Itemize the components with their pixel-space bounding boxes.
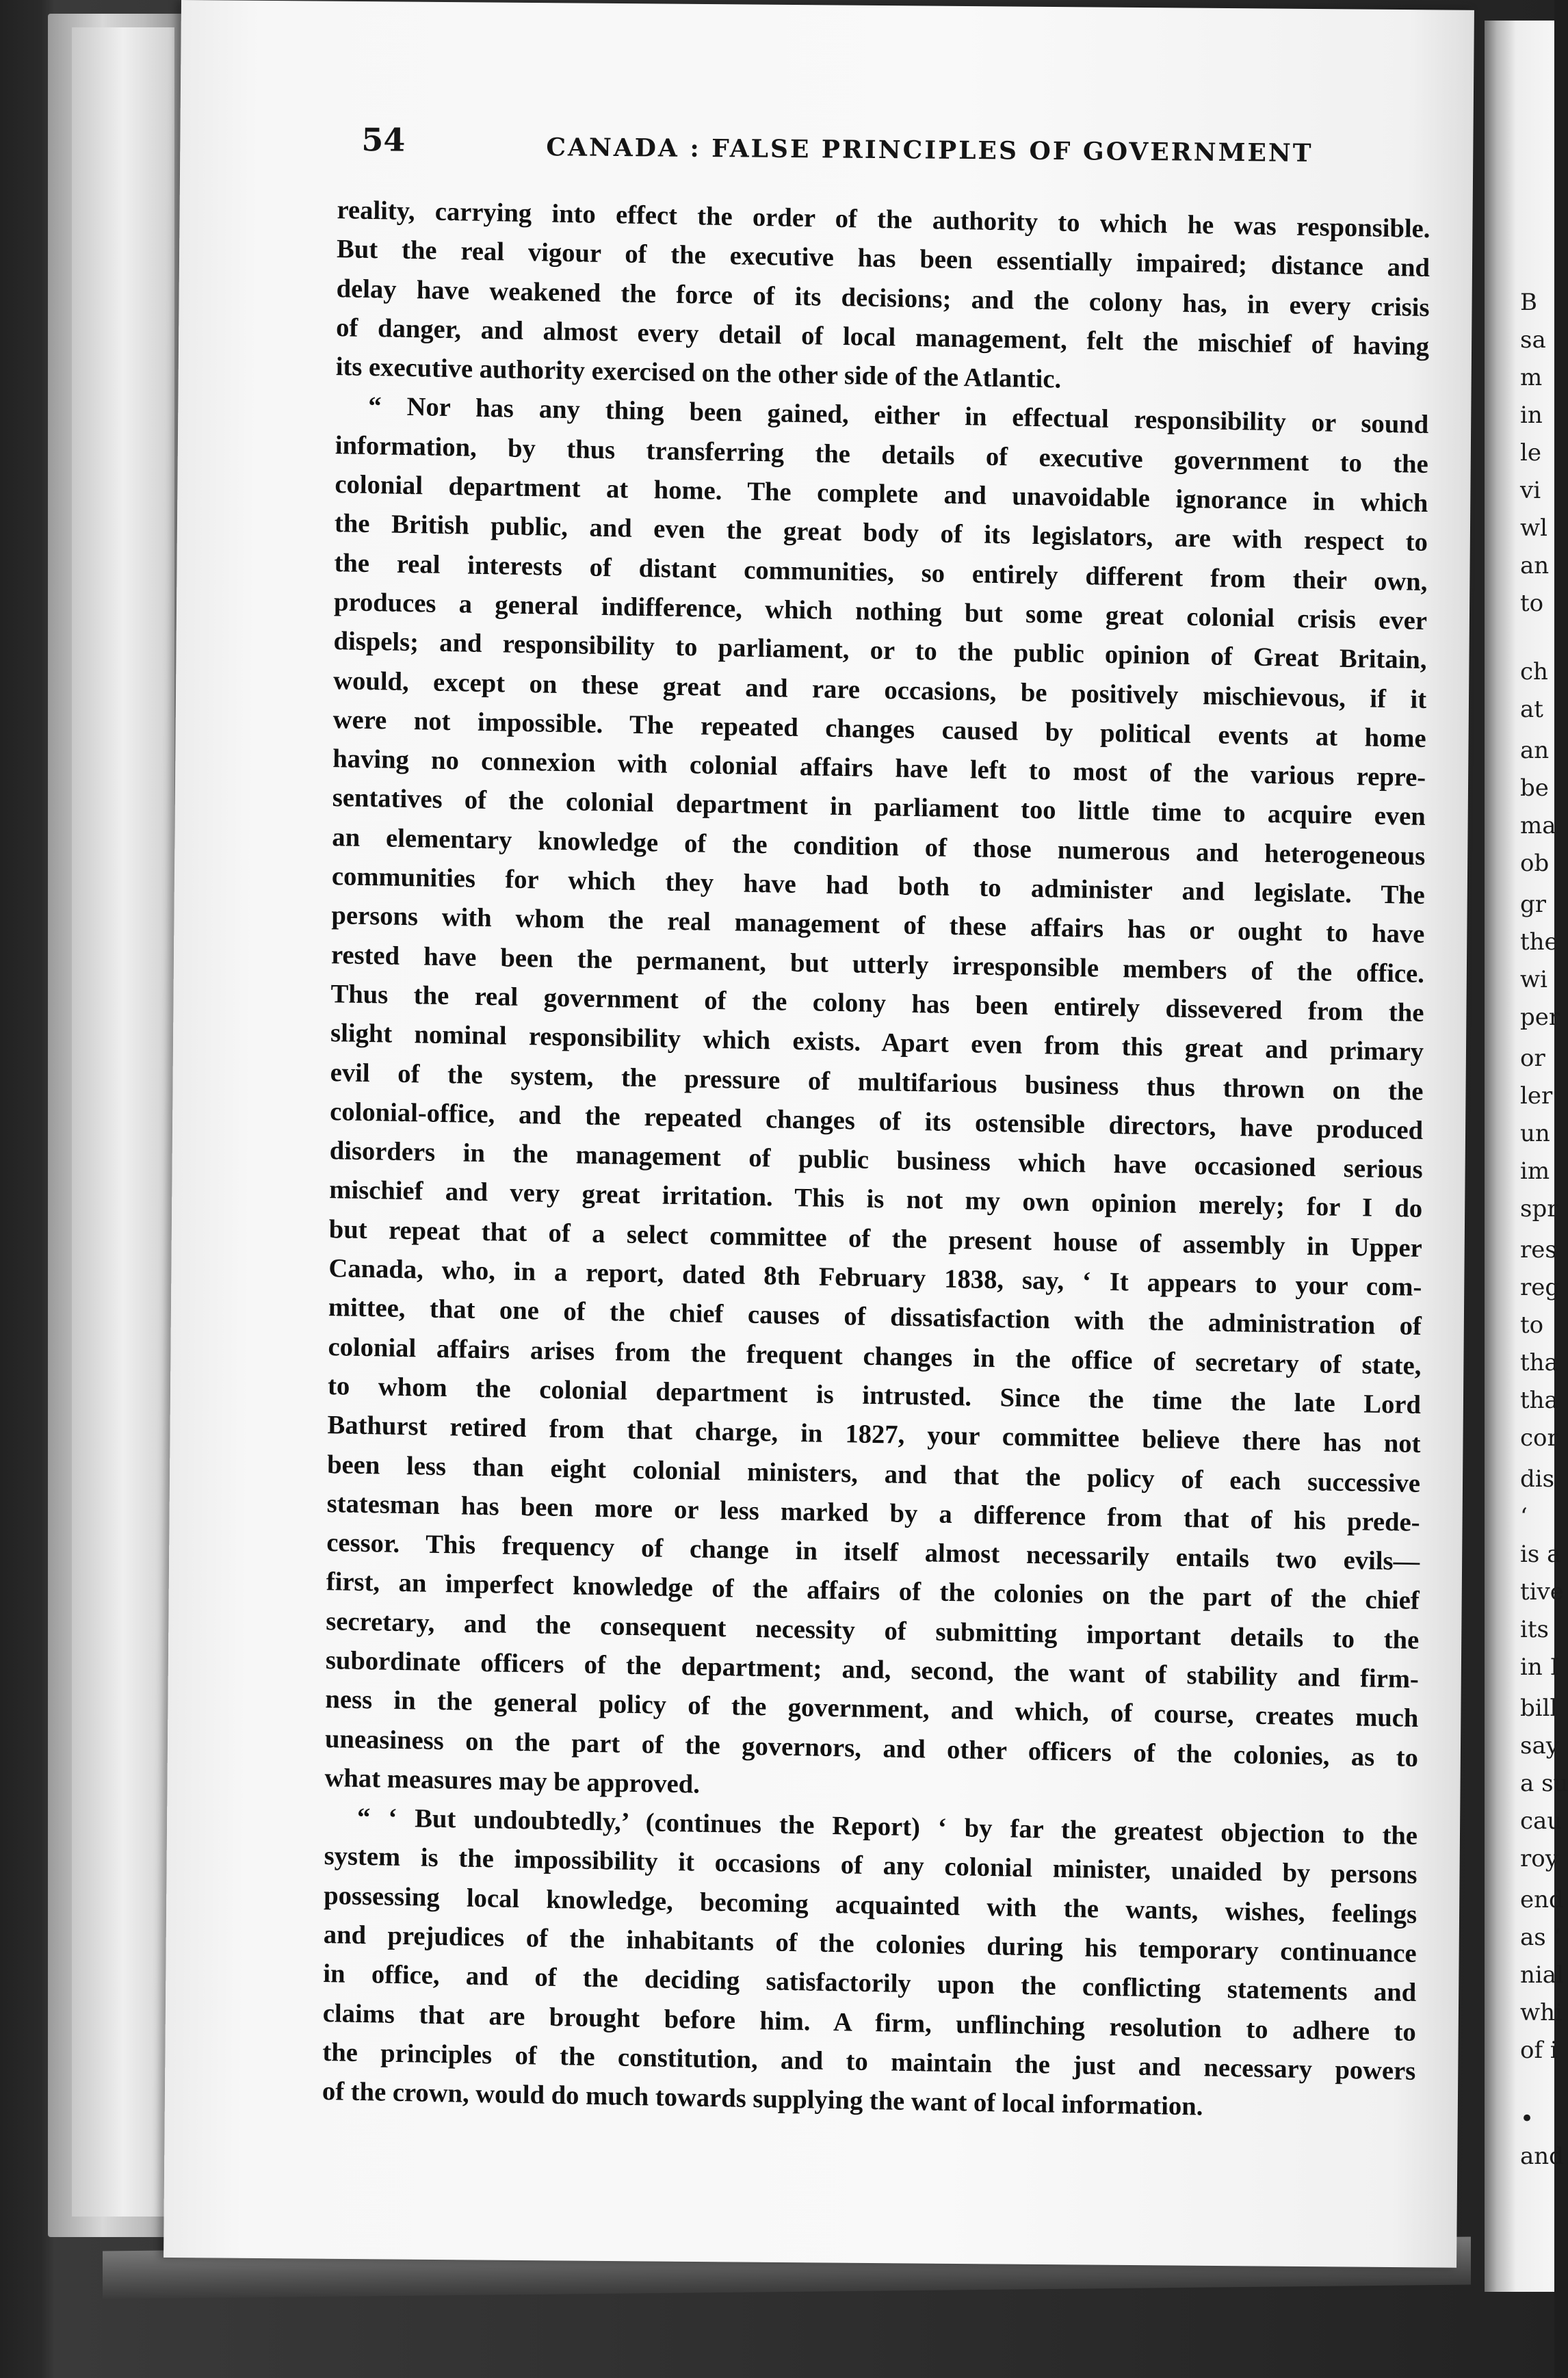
adjacent-page-text: wi xyxy=(1520,966,1547,993)
text-line: to whom the colonial department is intrusted. Since the time the late Lord xyxy=(327,1371,1422,1420)
adjacent-page-text: ‘ xyxy=(1520,1503,1528,1530)
adjacent-page-text: end xyxy=(1520,1886,1564,1913)
adjacent-page-text: • xyxy=(1520,2105,1534,2132)
adjacent-page-text: bill xyxy=(1520,1695,1558,1722)
adjacent-page-fragment xyxy=(1485,21,1568,2292)
adjacent-page-text: roy xyxy=(1520,1845,1558,1872)
adjacent-page-text: an xyxy=(1520,552,1550,579)
text-line: colonial department at home. The complete and unavoidable ignorance in which xyxy=(335,470,1428,519)
adjacent-page-text: gr xyxy=(1520,891,1547,918)
book-page xyxy=(164,0,1474,2268)
adjacent-page-text: the xyxy=(1520,928,1558,956)
adjacent-page-text: is a xyxy=(1520,1541,1561,1568)
text-line: first, an imperfect knowledge of the affairs of the colonies on the part of the chief xyxy=(326,1567,1420,1616)
text-line: reality, carrying into effect the order of the authority to which he was responsible. xyxy=(337,196,1430,244)
text-line: delay have weakened the force of its decisions; and the colony has, in every crisis xyxy=(336,274,1430,322)
text-line: secretary, and the consequent necessity of submitting important details to the xyxy=(326,1606,1420,1655)
body-text xyxy=(322,191,1430,2130)
adjacent-page-text: of i xyxy=(1520,2037,1558,2064)
text-line: Thus the real government of the colony has been entirely dissevered from the xyxy=(330,980,1424,1028)
adjacent-page-text: tha xyxy=(1520,1387,1558,1414)
adjacent-page-text: le xyxy=(1520,439,1541,467)
adjacent-page-text: an xyxy=(1520,737,1550,764)
adjacent-page-text: ch xyxy=(1520,658,1548,685)
text-line: the British public, and even the great body of its legislators, are with respect to xyxy=(334,509,1428,558)
adjacent-page-text: and xyxy=(1520,2143,1564,2170)
text-line: subordinate officers of the department; and, second, the want of stability and firm- xyxy=(325,1646,1419,1694)
adjacent-page-text: spr xyxy=(1520,1195,1558,1223)
adjacent-page-text: wl xyxy=(1520,514,1547,542)
text-line: rested have been the permanent, but utterly irresponsible members of the office. xyxy=(330,940,1425,989)
adjacent-page-text: B xyxy=(1520,289,1537,316)
adjacent-page-text: its xyxy=(1520,1616,1549,1643)
adjacent-page-text: vi xyxy=(1520,477,1541,504)
text-line: having no connexion with colonial affairs have left to most of the various repre- xyxy=(332,744,1426,793)
text-line: slight nominal responsibility which exists. Apart even from this great and primary xyxy=(330,1019,1424,1067)
text-line: and prejudices of the inhabitants of the colonies during his temporary continuance xyxy=(323,1920,1417,1969)
text-line: “ Nor has any thing been gained, either in effectual responsibility or sound xyxy=(368,392,1429,440)
running-head: CANADA : FALSE PRINCIPLES OF GOVERNMENT xyxy=(546,133,1314,168)
text-line: “ ‘ But undoubtedly,’ (continues the Report) ‘ by far the greatest objection to the xyxy=(356,1803,1418,1851)
adjacent-page-text: per xyxy=(1520,1004,1560,1031)
adjacent-page-text: dis xyxy=(1520,1465,1555,1493)
adjacent-page-text: to xyxy=(1520,1311,1544,1339)
adjacent-page-text: to xyxy=(1520,590,1544,617)
text-line: evil of the system, the pressure of multifarious business thus thrown on the xyxy=(330,1058,1424,1106)
adjacent-page-text: im xyxy=(1520,1158,1550,1185)
page-number: 54 xyxy=(361,121,406,159)
adjacent-page-text: cau xyxy=(1520,1807,1563,1835)
text-line: dispels; and responsibility to parliament, or to the public opinion of Great Britain, xyxy=(333,627,1427,675)
adjacent-page-text: ob xyxy=(1520,850,1550,877)
text-line: Bathurst retired from that charge, in 1827, your committee believe there has not xyxy=(327,1411,1421,1459)
adjacent-page-text: ler xyxy=(1520,1082,1553,1110)
text-line: But the real vigour of the executive has been essentially impaired; distance and xyxy=(336,235,1430,283)
text-line: would, except on these great and rare occasions, be positively mischievous, if it xyxy=(333,666,1427,714)
text-line: an elementary knowledge of the condition of those numerous and heterogeneous xyxy=(332,822,1426,871)
text-line: of the crown, would do much towards supplying the want of local information. xyxy=(322,2077,1203,2121)
adjacent-page-text: be xyxy=(1520,774,1549,802)
text-line: in office, and of the deciding satisfactorily upon the conflicting statements and xyxy=(323,1959,1417,2008)
text-line: but repeat that of a select committee of the present house of assembly in Upper xyxy=(328,1214,1422,1263)
adjacent-page-text: tive xyxy=(1520,1578,1564,1606)
adjacent-page-text: res xyxy=(1520,1236,1557,1264)
book-page-stack xyxy=(72,27,174,2217)
text-line: produces a general indifference, which nothing but some great colonial crisis ever xyxy=(333,588,1428,636)
text-line: ness in the general policy of the government, and which, of course, creates much xyxy=(325,1685,1419,1734)
text-line: cessor. This frequency of change in itself almost necessarily entails two evils— xyxy=(326,1528,1420,1577)
adjacent-page-text: ma xyxy=(1520,812,1556,839)
text-line: claims that are brought before him. A firm, unflinching resolution to adhere to xyxy=(322,1998,1416,2047)
text-line: the real interests of distant communities, so entirely different from their own, xyxy=(334,548,1428,597)
text-line: possessing local knowledge, becoming acquainted with the wants, wishes, feelings xyxy=(324,1881,1417,1929)
adjacent-page-text: tha xyxy=(1520,1349,1558,1376)
adjacent-page-text: sa xyxy=(1520,326,1546,354)
text-line: mischief and very great irritation. This is not my own opinion merely; for I do xyxy=(329,1175,1423,1224)
adjacent-page-text: as ‘ xyxy=(1520,1924,1561,1951)
adjacent-page-text: cor xyxy=(1520,1424,1558,1452)
text-line: communities for which they have had both to administer and legislate. The xyxy=(331,862,1425,911)
adjacent-page-text: in xyxy=(1520,402,1543,429)
adjacent-page-text: or xyxy=(1520,1045,1545,1072)
text-line: its executive authority exercised on the other side of the Atlantic. xyxy=(335,352,1062,394)
text-line: sentatives of the colonial department in parliament too little time to acquire even xyxy=(332,783,1426,832)
text-line: information, by thus transferring the details of executive government to the xyxy=(335,430,1428,479)
text-line: Canada, who, in a report, dated 8th February 1838, say, ‘ It appears to your com- xyxy=(328,1254,1422,1302)
text-line: of danger, and almost every detail of local management, felt the mischief of having xyxy=(336,313,1430,361)
text-line: persons with whom the real management of these affairs has or ought to have xyxy=(331,901,1425,950)
text-line: uneasiness on the part of the governors, and other officers of the colonies, as to xyxy=(324,1724,1419,1773)
adjacent-page-text: in I xyxy=(1520,1654,1560,1681)
adjacent-page-text: m xyxy=(1520,364,1543,391)
text-line: colonial-office, and the repeated changes of its ostensible directors, have produced xyxy=(330,1097,1424,1145)
text-line: the principles of the constitution, and to maintain the just and necessary powers xyxy=(322,2037,1416,2086)
adjacent-page-text: reg xyxy=(1520,1274,1560,1301)
adjacent-page-text: whi xyxy=(1520,1999,1563,2026)
text-line: what measures may be approved. xyxy=(324,1763,701,1799)
adjacent-page-text: at xyxy=(1520,696,1543,723)
adjacent-page-text: say xyxy=(1520,1732,1559,1760)
text-line: statesman has been more or less marked by a difference from that of his prede- xyxy=(326,1489,1420,1537)
text-line: system is the impossibility it occasions of any colonial minister, unaided by persons xyxy=(324,1842,1417,1890)
text-line: been less than eight colonial ministers, and that the policy of each successive xyxy=(327,1450,1421,1498)
adjacent-page-text: nial xyxy=(1520,1961,1564,1989)
text-line: were not impossible. The repeated changes caused by political events at home xyxy=(332,705,1426,753)
text-line: disorders in the management of public business which have occasioned serious xyxy=(329,1136,1423,1185)
text-line: colonial affairs arises from the frequent changes in the office of secretary of state, xyxy=(328,1332,1422,1381)
text-line: mittee, that one of the chief causes of dissatisfaction with the administration of xyxy=(328,1293,1422,1342)
adjacent-page-text: un xyxy=(1520,1120,1550,1147)
adjacent-page-text: a su xyxy=(1520,1770,1568,1797)
